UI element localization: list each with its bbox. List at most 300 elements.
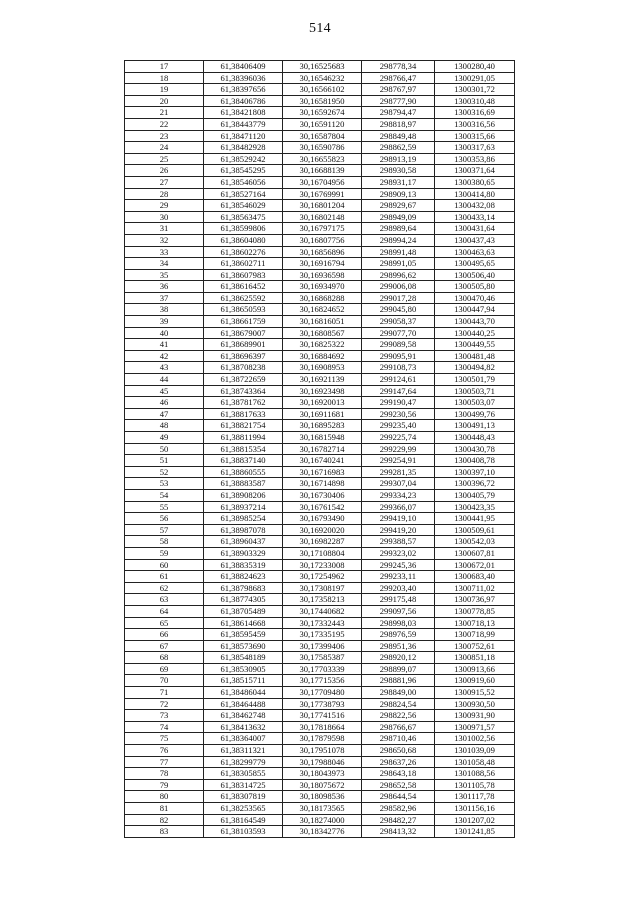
- latitude-cell: 61,38515711: [204, 675, 283, 687]
- table-row: [125, 489, 515, 501]
- x-coordinate-cell: 299089,58: [362, 339, 435, 351]
- x-coordinate-cell: 299419,20: [362, 524, 435, 536]
- point-number-cell: 45: [125, 385, 204, 397]
- longitude-cell: 30,16802148: [283, 211, 362, 223]
- x-coordinate-cell: 299254,91: [362, 455, 435, 467]
- point-number-cell: 51: [125, 455, 204, 467]
- table-row: [125, 408, 515, 420]
- y-coordinate-cell: 1301088,56: [435, 768, 515, 780]
- longitude-cell: 30,17741516: [283, 710, 362, 722]
- longitude-cell: 30,17703339: [283, 663, 362, 675]
- y-coordinate-cell: 1301058,48: [435, 756, 515, 768]
- x-coordinate-cell: 298930,58: [362, 165, 435, 177]
- x-coordinate-cell: 298913,19: [362, 153, 435, 165]
- y-coordinate-cell: 1300408,78: [435, 455, 515, 467]
- point-number-cell: 62: [125, 582, 204, 594]
- point-number-cell: 75: [125, 733, 204, 745]
- latitude-cell: 61,38883587: [204, 478, 283, 490]
- longitude-cell: 30,17254962: [283, 571, 362, 583]
- longitude-cell: 30,17108804: [283, 547, 362, 559]
- table-row: [125, 246, 515, 258]
- x-coordinate-cell: 299281,35: [362, 466, 435, 478]
- longitude-cell: 30,16807756: [283, 234, 362, 246]
- y-coordinate-cell: 1300371,64: [435, 165, 515, 177]
- longitude-cell: 30,16730406: [283, 489, 362, 501]
- table-row: [125, 524, 515, 536]
- y-coordinate-cell: 1300503,71: [435, 385, 515, 397]
- point-number-cell: 68: [125, 652, 204, 664]
- longitude-cell: 30,16688139: [283, 165, 362, 177]
- point-number-cell: 54: [125, 489, 204, 501]
- x-coordinate-cell: 298766,67: [362, 721, 435, 733]
- latitude-cell: 61,38103593: [204, 826, 283, 838]
- longitude-cell: 30,16714898: [283, 478, 362, 490]
- longitude-cell: 30,18274000: [283, 814, 362, 826]
- table-row: [125, 211, 515, 223]
- longitude-cell: 30,16782714: [283, 443, 362, 455]
- longitude-cell: 30,18098536: [283, 791, 362, 803]
- table-row: [125, 605, 515, 617]
- point-number-cell: 79: [125, 779, 204, 791]
- y-coordinate-cell: 1300431,64: [435, 223, 515, 235]
- table-row: [125, 478, 515, 490]
- y-coordinate-cell: 1300430,78: [435, 443, 515, 455]
- point-number-cell: 47: [125, 408, 204, 420]
- y-coordinate-cell: 1300437,43: [435, 234, 515, 246]
- x-coordinate-cell: 298643,18: [362, 768, 435, 780]
- point-number-cell: 41: [125, 339, 204, 351]
- latitude-cell: 61,38421808: [204, 107, 283, 119]
- longitude-cell: 30,18342776: [283, 826, 362, 838]
- longitude-cell: 30,16655823: [283, 153, 362, 165]
- point-number-cell: 35: [125, 269, 204, 281]
- table-row: [125, 432, 515, 444]
- x-coordinate-cell: 298909,13: [362, 188, 435, 200]
- y-coordinate-cell: 1300316,69: [435, 107, 515, 119]
- y-coordinate-cell: 1300301,72: [435, 84, 515, 96]
- x-coordinate-cell: 298644,54: [362, 791, 435, 803]
- table-row: [125, 153, 515, 165]
- latitude-cell: 61,38396036: [204, 72, 283, 84]
- x-coordinate-cell: 298994,24: [362, 234, 435, 246]
- y-coordinate-cell: 1300683,40: [435, 571, 515, 583]
- longitude-cell: 30,17233008: [283, 559, 362, 571]
- x-coordinate-cell: 299307,04: [362, 478, 435, 490]
- table-row: [125, 687, 515, 699]
- latitude-cell: 61,38817633: [204, 408, 283, 420]
- latitude-cell: 61,38616452: [204, 281, 283, 293]
- x-coordinate-cell: 298931,17: [362, 176, 435, 188]
- coordinates-table-body: [125, 61, 515, 838]
- latitude-cell: 61,38708238: [204, 362, 283, 374]
- table-row: [125, 513, 515, 525]
- longitude-cell: 30,16769991: [283, 188, 362, 200]
- x-coordinate-cell: 299190,47: [362, 397, 435, 409]
- longitude-cell: 30,16587804: [283, 130, 362, 142]
- longitude-cell: 30,17332443: [283, 617, 362, 629]
- point-number-cell: 60: [125, 559, 204, 571]
- latitude-cell: 61,38679007: [204, 327, 283, 339]
- point-number-cell: 20: [125, 95, 204, 107]
- longitude-cell: 30,16895283: [283, 420, 362, 432]
- point-number-cell: 25: [125, 153, 204, 165]
- table-row: [125, 547, 515, 559]
- latitude-cell: 61,38314725: [204, 779, 283, 791]
- table-row: [125, 455, 515, 467]
- y-coordinate-cell: 1300447,94: [435, 304, 515, 316]
- y-coordinate-cell: 1301156,16: [435, 803, 515, 815]
- table-row: [125, 234, 515, 246]
- table-row: [125, 176, 515, 188]
- x-coordinate-cell: 299095,91: [362, 350, 435, 362]
- longitude-cell: 30,16824652: [283, 304, 362, 316]
- longitude-cell: 30,17358213: [283, 594, 362, 606]
- table-row: [125, 745, 515, 757]
- latitude-cell: 61,38705489: [204, 605, 283, 617]
- latitude-cell: 61,38625592: [204, 292, 283, 304]
- y-coordinate-cell: 1300463,63: [435, 246, 515, 258]
- table-row: [125, 269, 515, 281]
- table-row: [125, 640, 515, 652]
- table-row: [125, 629, 515, 641]
- y-coordinate-cell: 1300414,80: [435, 188, 515, 200]
- table-row: [125, 107, 515, 119]
- latitude-cell: 61,38689901: [204, 339, 283, 351]
- x-coordinate-cell: 298767,97: [362, 84, 435, 96]
- latitude-cell: 61,38774305: [204, 594, 283, 606]
- x-coordinate-cell: 298777,90: [362, 95, 435, 107]
- latitude-cell: 61,38305855: [204, 768, 283, 780]
- latitude-cell: 61,38602276: [204, 246, 283, 258]
- latitude-cell: 61,38860555: [204, 466, 283, 478]
- latitude-cell: 61,38811994: [204, 432, 283, 444]
- table-row: [125, 420, 515, 432]
- point-number-cell: 74: [125, 721, 204, 733]
- x-coordinate-cell: 299077,70: [362, 327, 435, 339]
- longitude-cell: 30,16793490: [283, 513, 362, 525]
- y-coordinate-cell: 1300718,13: [435, 617, 515, 629]
- x-coordinate-cell: 299147,64: [362, 385, 435, 397]
- y-coordinate-cell: 1300913,66: [435, 663, 515, 675]
- point-number-cell: 55: [125, 501, 204, 513]
- table-row: [125, 768, 515, 780]
- table-row: [125, 721, 515, 733]
- table-row: [125, 350, 515, 362]
- x-coordinate-cell: 298637,26: [362, 756, 435, 768]
- longitude-cell: 30,16704956: [283, 176, 362, 188]
- x-coordinate-cell: 299233,11: [362, 571, 435, 583]
- point-number-cell: 44: [125, 374, 204, 386]
- x-coordinate-cell: 298899,07: [362, 663, 435, 675]
- y-coordinate-cell: 1300397,10: [435, 466, 515, 478]
- y-coordinate-cell: 1300931,90: [435, 710, 515, 722]
- longitude-cell: 30,17585387: [283, 652, 362, 664]
- y-coordinate-cell: 1300607,81: [435, 547, 515, 559]
- y-coordinate-cell: 1300971,57: [435, 721, 515, 733]
- y-coordinate-cell: 1300423,35: [435, 501, 515, 513]
- table-row: [125, 617, 515, 629]
- point-number-cell: 37: [125, 292, 204, 304]
- longitude-cell: 30,17988046: [283, 756, 362, 768]
- table-row: [125, 536, 515, 548]
- latitude-cell: 61,38573690: [204, 640, 283, 652]
- x-coordinate-cell: 298849,00: [362, 687, 435, 699]
- latitude-cell: 61,38661759: [204, 316, 283, 328]
- y-coordinate-cell: 1301117,78: [435, 791, 515, 803]
- point-number-cell: 66: [125, 629, 204, 641]
- latitude-cell: 61,38253565: [204, 803, 283, 815]
- longitude-cell: 30,16525683: [283, 61, 362, 73]
- y-coordinate-cell: 1301039,09: [435, 745, 515, 757]
- latitude-cell: 61,38908206: [204, 489, 283, 501]
- y-coordinate-cell: 1300353,86: [435, 153, 515, 165]
- point-number-cell: 38: [125, 304, 204, 316]
- point-number-cell: 80: [125, 791, 204, 803]
- longitude-cell: 30,17879598: [283, 733, 362, 745]
- latitude-cell: 61,38696397: [204, 350, 283, 362]
- x-coordinate-cell: 298710,46: [362, 733, 435, 745]
- x-coordinate-cell: 299058,37: [362, 316, 435, 328]
- point-number-cell: 76: [125, 745, 204, 757]
- longitude-cell: 30,16921139: [283, 374, 362, 386]
- longitude-cell: 30,16884692: [283, 350, 362, 362]
- x-coordinate-cell: 299108,73: [362, 362, 435, 374]
- x-coordinate-cell: 299235,40: [362, 420, 435, 432]
- point-number-cell: 64: [125, 605, 204, 617]
- table-row: [125, 118, 515, 130]
- latitude-cell: 61,38903329: [204, 547, 283, 559]
- latitude-cell: 61,38722659: [204, 374, 283, 386]
- point-number-cell: 28: [125, 188, 204, 200]
- y-coordinate-cell: 1300310,48: [435, 95, 515, 107]
- y-coordinate-cell: 1300448,43: [435, 432, 515, 444]
- x-coordinate-cell: 299366,07: [362, 501, 435, 513]
- y-coordinate-cell: 1300503,07: [435, 397, 515, 409]
- point-number-cell: 59: [125, 547, 204, 559]
- longitude-cell: 30,18043973: [283, 768, 362, 780]
- table-row: [125, 281, 515, 293]
- point-number-cell: 57: [125, 524, 204, 536]
- table-row: [125, 72, 515, 84]
- longitude-cell: 30,16815948: [283, 432, 362, 444]
- table-row: [125, 362, 515, 374]
- longitude-cell: 30,16982287: [283, 536, 362, 548]
- longitude-cell: 30,16916794: [283, 258, 362, 270]
- point-number-cell: 29: [125, 200, 204, 212]
- longitude-cell: 30,16934970: [283, 281, 362, 293]
- table-row: [125, 466, 515, 478]
- latitude-cell: 61,38397656: [204, 84, 283, 96]
- x-coordinate-cell: 299388,57: [362, 536, 435, 548]
- y-coordinate-cell: 1300317,63: [435, 142, 515, 154]
- longitude-cell: 30,16908953: [283, 362, 362, 374]
- y-coordinate-cell: 1301207,02: [435, 814, 515, 826]
- y-coordinate-cell: 1301105,78: [435, 779, 515, 791]
- x-coordinate-cell: 298413,32: [362, 826, 435, 838]
- point-number-cell: 21: [125, 107, 204, 119]
- table-row: [125, 582, 515, 594]
- table-row: [125, 779, 515, 791]
- y-coordinate-cell: 1300919,60: [435, 675, 515, 687]
- x-coordinate-cell: 298991,05: [362, 258, 435, 270]
- x-coordinate-cell: 298998,03: [362, 617, 435, 629]
- x-coordinate-cell: 298849,48: [362, 130, 435, 142]
- point-number-cell: 39: [125, 316, 204, 328]
- latitude-cell: 61,38798683: [204, 582, 283, 594]
- y-coordinate-cell: 1300315,66: [435, 130, 515, 142]
- y-coordinate-cell: 1300718,99: [435, 629, 515, 641]
- table-row: [125, 501, 515, 513]
- latitude-cell: 61,38545295: [204, 165, 283, 177]
- latitude-cell: 61,38835319: [204, 559, 283, 571]
- table-row: [125, 594, 515, 606]
- table-row: [125, 374, 515, 386]
- longitude-cell: 30,18075672: [283, 779, 362, 791]
- table-row: [125, 826, 515, 838]
- y-coordinate-cell: 1300316,56: [435, 118, 515, 130]
- table-row: [125, 710, 515, 722]
- point-number-cell: 63: [125, 594, 204, 606]
- y-coordinate-cell: 1300405,79: [435, 489, 515, 501]
- latitude-cell: 61,38599806: [204, 223, 283, 235]
- x-coordinate-cell: 299017,28: [362, 292, 435, 304]
- latitude-cell: 61,38563475: [204, 211, 283, 223]
- table-row: [125, 385, 515, 397]
- longitude-cell: 30,16936598: [283, 269, 362, 281]
- y-coordinate-cell: 1300443,70: [435, 316, 515, 328]
- x-coordinate-cell: 298862,59: [362, 142, 435, 154]
- table-row: [125, 327, 515, 339]
- x-coordinate-cell: 298794,47: [362, 107, 435, 119]
- table-row: [125, 663, 515, 675]
- table-row: [125, 756, 515, 768]
- y-coordinate-cell: 1300441,95: [435, 513, 515, 525]
- latitude-cell: 61,38815354: [204, 443, 283, 455]
- x-coordinate-cell: 299124,61: [362, 374, 435, 386]
- y-coordinate-cell: 1300930,50: [435, 698, 515, 710]
- y-coordinate-cell: 1300851,18: [435, 652, 515, 664]
- y-coordinate-cell: 1300509,61: [435, 524, 515, 536]
- x-coordinate-cell: 298822,56: [362, 710, 435, 722]
- x-coordinate-cell: 298582,96: [362, 803, 435, 815]
- longitude-cell: 30,16868288: [283, 292, 362, 304]
- latitude-cell: 61,38307819: [204, 791, 283, 803]
- longitude-cell: 30,16716983: [283, 466, 362, 478]
- table-row: [125, 200, 515, 212]
- latitude-cell: 61,38607983: [204, 269, 283, 281]
- table-row: [125, 675, 515, 687]
- latitude-cell: 61,38299779: [204, 756, 283, 768]
- longitude-cell: 30,16581950: [283, 95, 362, 107]
- latitude-cell: 61,38527164: [204, 188, 283, 200]
- point-number-cell: 23: [125, 130, 204, 142]
- table-row: [125, 791, 515, 803]
- longitude-cell: 30,16825322: [283, 339, 362, 351]
- y-coordinate-cell: 1300778,85: [435, 605, 515, 617]
- x-coordinate-cell: 298951,36: [362, 640, 435, 652]
- latitude-cell: 61,38530905: [204, 663, 283, 675]
- y-coordinate-cell: 1300542,03: [435, 536, 515, 548]
- table-row: [125, 316, 515, 328]
- latitude-cell: 61,38824623: [204, 571, 283, 583]
- point-number-cell: 42: [125, 350, 204, 362]
- latitude-cell: 61,38406409: [204, 61, 283, 73]
- latitude-cell: 61,38464488: [204, 698, 283, 710]
- latitude-cell: 61,38546056: [204, 176, 283, 188]
- point-number-cell: 48: [125, 420, 204, 432]
- x-coordinate-cell: 299225,74: [362, 432, 435, 444]
- latitude-cell: 61,38311321: [204, 745, 283, 757]
- table-row: [125, 698, 515, 710]
- point-number-cell: 40: [125, 327, 204, 339]
- latitude-cell: 61,38985254: [204, 513, 283, 525]
- point-number-cell: 26: [125, 165, 204, 177]
- latitude-cell: 61,38546029: [204, 200, 283, 212]
- table-row: [125, 95, 515, 107]
- y-coordinate-cell: 1300433,14: [435, 211, 515, 223]
- y-coordinate-cell: 1300915,52: [435, 687, 515, 699]
- latitude-cell: 61,38406786: [204, 95, 283, 107]
- table-row: [125, 803, 515, 815]
- x-coordinate-cell: 298920,12: [362, 652, 435, 664]
- x-coordinate-cell: 299229,99: [362, 443, 435, 455]
- latitude-cell: 61,38486044: [204, 687, 283, 699]
- latitude-cell: 61,38604080: [204, 234, 283, 246]
- point-number-cell: 67: [125, 640, 204, 652]
- longitude-cell: 30,16920020: [283, 524, 362, 536]
- point-number-cell: 78: [125, 768, 204, 780]
- point-number-cell: 81: [125, 803, 204, 815]
- point-number-cell: 56: [125, 513, 204, 525]
- longitude-cell: 30,17335195: [283, 629, 362, 641]
- x-coordinate-cell: 299097,56: [362, 605, 435, 617]
- latitude-cell: 61,38602711: [204, 258, 283, 270]
- x-coordinate-cell: 298650,68: [362, 745, 435, 757]
- x-coordinate-cell: 298976,59: [362, 629, 435, 641]
- x-coordinate-cell: 298989,64: [362, 223, 435, 235]
- longitude-cell: 30,16808567: [283, 327, 362, 339]
- point-number-cell: 43: [125, 362, 204, 374]
- point-number-cell: 50: [125, 443, 204, 455]
- point-number-cell: 49: [125, 432, 204, 444]
- table-row: [125, 733, 515, 745]
- latitude-cell: 61,38471120: [204, 130, 283, 142]
- latitude-cell: 61,38614668: [204, 617, 283, 629]
- table-row: [125, 142, 515, 154]
- y-coordinate-cell: 1300291,05: [435, 72, 515, 84]
- y-coordinate-cell: 1300481,48: [435, 350, 515, 362]
- point-number-cell: 77: [125, 756, 204, 768]
- point-number-cell: 58: [125, 536, 204, 548]
- latitude-cell: 61,38781762: [204, 397, 283, 409]
- latitude-cell: 61,38529242: [204, 153, 283, 165]
- x-coordinate-cell: 298766,47: [362, 72, 435, 84]
- point-number-cell: 17: [125, 61, 204, 73]
- y-coordinate-cell: 1300494,82: [435, 362, 515, 374]
- y-coordinate-cell: 1300491,13: [435, 420, 515, 432]
- x-coordinate-cell: 299245,36: [362, 559, 435, 571]
- longitude-cell: 30,16566102: [283, 84, 362, 96]
- table-row: [125, 652, 515, 664]
- latitude-cell: 61,38548189: [204, 652, 283, 664]
- table-row: [125, 258, 515, 270]
- y-coordinate-cell: 1300449,55: [435, 339, 515, 351]
- x-coordinate-cell: 299230,56: [362, 408, 435, 420]
- x-coordinate-cell: 298818,97: [362, 118, 435, 130]
- latitude-cell: 61,38960437: [204, 536, 283, 548]
- longitude-cell: 30,17709480: [283, 687, 362, 699]
- point-number-cell: 18: [125, 72, 204, 84]
